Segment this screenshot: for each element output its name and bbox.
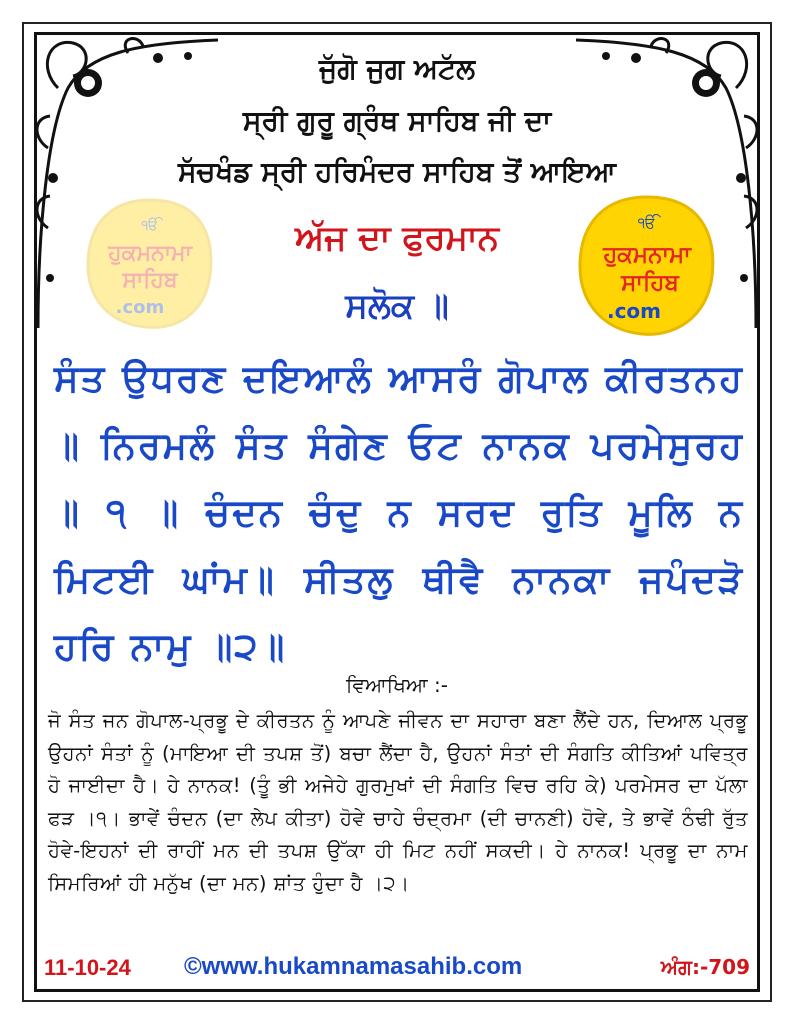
footer bbox=[44, 955, 750, 989]
todays-hukam-title: ਅੱਜ ਦਾ ਫੁਰਮਾਨ bbox=[295, 218, 499, 258]
salok-title: ਸਲੋਕ ॥ bbox=[345, 286, 449, 326]
svg-text:ੴ: ੴ bbox=[637, 214, 657, 232]
header-line-2: ਸ੍ਰੀ ਗੁਰੂ ਗ੍ਰੰਥ ਸਾਹਿਬ ਜੀ ਦਾ bbox=[242, 104, 552, 137]
hukamnama-logo-faded bbox=[80, 195, 220, 335]
logo-line3: .com bbox=[606, 299, 662, 323]
logo-faded-line3: .com bbox=[115, 297, 165, 318]
explanation-title: ਵਿਆਖਿਆ :- bbox=[346, 673, 448, 697]
header-line-1: ਜੁੱਗੋ ਜੁਗ ਅਟੱਲ bbox=[319, 52, 475, 85]
footer-ang: ਅੰਗ:-709 bbox=[660, 955, 750, 979]
footer-website[interactable]: ©www.hukamnamasahib.com bbox=[184, 953, 523, 980]
hukamnama-logo bbox=[572, 192, 722, 342]
logo-faded-line2: ਸਾਹਿਬ bbox=[122, 268, 178, 293]
header-line-3: ਸੱਚਖੰਡ ਸ੍ਰੀ ਹਰਿਮੰਦਰ ਸਾਹਿਬ ਤੋਂ ਆਇਆ bbox=[177, 155, 617, 188]
logo-line1: ਹੁਕਮਨਾਮਾ bbox=[603, 242, 691, 268]
gurbani-verse: ਸੰਤ ਉਧਰਣ ਦਇਆਲੰ ਆਸਰੰ ਗੋਪਾਲ ਕੀਰਤਨਹ ॥ ਨਿਰਮਲੰ ਸੰਤ ਸੰਗੇਣ ਓਟ ਨਾਨਕ ਪਰਮੇਸੁਰਹ ॥ ੧ ॥ ਚੰਦਨ ਚੰਦੁ ਨ ਸਰਦ ਰੁਤਿ ਮੂਲਿ ਨ ਮਿਟਈ ਘਾਂਮ॥ ਸੀਤਲੁ ਥੀਵੈ ਨਾਨਕਾ ਜਪੰਦੜੋ ਹਰਿ ਨਾਮੁ ॥੨॥ bbox=[54, 357, 744, 668]
logo-line2: ਸਾਹਿਬ bbox=[621, 270, 679, 296]
logo-faded-line1: ਹੁਕਮਨਾਮਾ bbox=[108, 241, 192, 266]
svg-text:ੴ: ੴ bbox=[141, 218, 159, 234]
explanation-text: ਜੋ ਸੰਤ ਜਨ ਗੋਪਾਲ-ਪ੍ਰਭੂ ਦੇ ਕੀਰਤਨ ਨੂੰ ਆਪਣੇ ਜੀਵਨ ਦਾ ਸਹਾਰਾ ਬਣਾ ਲੈਂਦੇ ਹਨ, ਦਿਆਲ ਪ੍ਰਭੂ ਉਹਨਾਂ ਸੰਤਾਂ ਨੂੰ (ਮਾਇਆ ਦੀ ਤਪਸ਼ ਤੋਂ) ਬਚਾ ਲੈਂਦਾ ਹੈ, ਉਹਨਾਂ ਸੰਤਾਂ ਦੀ ਸੰਗਤਿ ਕੀਤਿਆਂ ਪਵਿਤ੍ਰ ਹੋ ਜਾਈਦਾ ਹੈ। ਹੇ ਨਾਨਕ! (ਤੂੰ ਭੀ ਅਜੇਹੇ ਗੁਰਮੁਖਾਂ ਦੀ ਸੰਗਤਿ ਵਿਚ ਰਹਿ ਕੇ) ਪਰਮੇਸਰ ਦਾ ਪੱਲਾ ਫੜ ।੧। ਭਾਵੇਂ ਚੰਦਨ (ਦਾ ਲੇਪ ਕੀਤਾ) ਹੋਵੇ ਚਾਹੇ ਚੰਦ੍ਰਮਾ (ਦੀ ਚਾਨਣੀ) ਹੋਵੇ, ਤੇ ਭਾਵੇਂ ਠੰਢੀ ਰੁੱਤ ਹੋਵੇ-ਇਹਨਾਂ ਦੀ ਰਾਹੀਂ ਮਨ ਦੀ ਤਪਸ਼ ਉੱਕਾ ਹੀ ਮਿਟ ਨਹੀਂ ਸਕਦੀ। ਹੇ ਨਾਨਕ! ਪ੍ਰਭੂ ਦਾ ਨਾਮ ਸਿਮਰਿਆਂ ਹੀ ਮਨੁੱਖ (ਦਾ ਮਨ) ਸ਼ਾਂਤ ਹੁੰਦਾ ਹੈ ।੨। bbox=[48, 709, 748, 895]
footer-date: 11-10-24 bbox=[44, 955, 131, 980]
